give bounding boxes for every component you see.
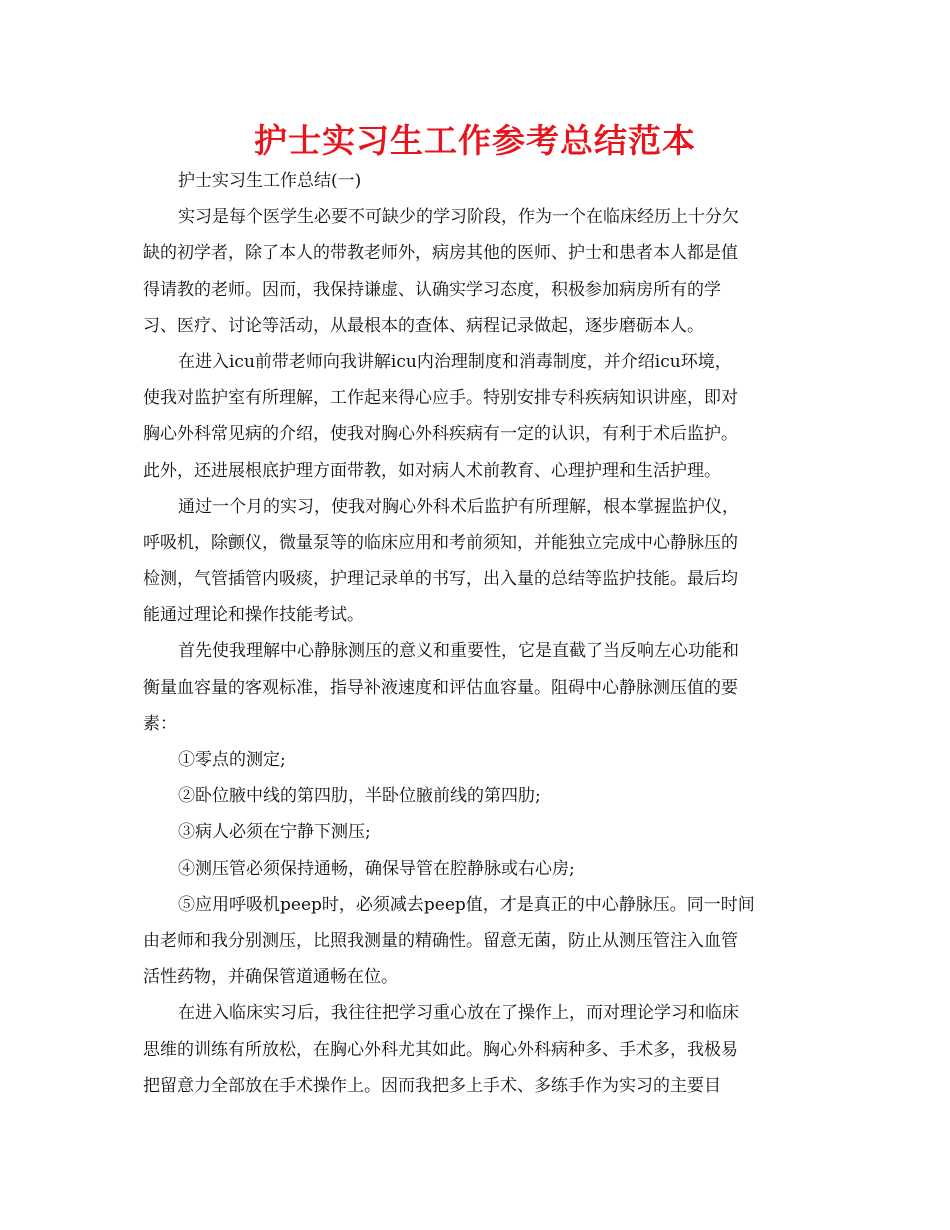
text-line: 检测，气管插管内吸痰，护理记录单的书写，出入量的总结等监护技能。最后均 [143,569,738,590]
text-line: 胸心外科常见病的介绍，使我对胸心外科疾病有一定的认识，有利于术后监护。 [143,424,738,445]
text-line: ⑤应用呼吸机peep时，必须减去peep值，才是真正的中心静脉压。同一时间 [178,894,755,915]
text-line: 思维的训练有所放松，在胸心外科尤其如此。胸心外科病种多、手术多，我极易 [143,1039,738,1060]
document-title: 护士实习生工作参考总结范本 [254,121,696,160]
text-line: ①零点的测定; [178,750,286,770]
text-line: 护士实习生工作总结(一) [178,171,362,191]
text-line: 实习是每个医学生必要不可缺少的学习阶段，作为一个在临床经历上十分欠 [178,207,739,228]
text-line: ③病人必须在宁静下测压; [178,822,371,843]
text-line: 把留意力全部放在手术操作上。因而我把多上手术、多练手作为实习的主要目 [143,1075,721,1096]
text-line: 由老师和我分别测压，比照我测量的精确性。留意无菌，防止从测压管注入血管 [143,930,738,951]
text-line: 通过一个月的实习，使我对胸心外科术后监护有所理解，根本掌握监护仪， [178,496,739,517]
text-line: 素： [143,713,177,734]
text-line: 能通过理论和操作技能考试。 [143,605,364,626]
text-line: 缺的初学者，除了本人的带教老师外，病房其他的医师、护士和患者本人都是值 [143,243,738,264]
text-line: 活性药物，并确保管道通畅在位。 [143,967,398,988]
document-body [143,163,811,1104]
text-line: 得请教的老师。因而，我保持谦虚、认确实学习态度，积极参加病房所有的学 [143,279,721,300]
text-line: 此外，还进展根底护理方面带教，如对病人术前教育、心理护理和生活护理。 [143,460,721,481]
text-line: 衡量血容量的客观标准，指导补液速度和评估血容量。阻碍中心静脉测压值的要 [143,677,738,698]
text-line: 在进入icu前带老师向我讲解icu内治理制度和消毒制度，并介绍icu环境， [178,351,732,372]
text-line: 习、医疗、讨论等活动，从最根本的查体、病程记录做起，逐步磨砺本人。 [143,315,704,336]
text-line: 呼吸机，除颤仪，微量泵等的临床应用和考前须知，并能独立完成中心静脉压的 [143,532,738,553]
text-line: ②卧位腋中线的第四肋，半卧位腋前线的第四肋; [178,786,541,807]
text-line: 使我对监护室有所理解，工作起来得心应手。特别安排专科疾病知识讲座，即对 [143,388,738,409]
text-line: 首先使我理解中心静脉测压的意义和重要性，它是直截了当反响左心功能和 [178,641,739,662]
text-line: ④测压管必须保持通畅，确保导管在腔静脉或右心房; [178,858,575,879]
text-line: 在进入临床实习后，我往往把学习重心放在了操作上，而对理论学习和临床 [178,1003,739,1024]
